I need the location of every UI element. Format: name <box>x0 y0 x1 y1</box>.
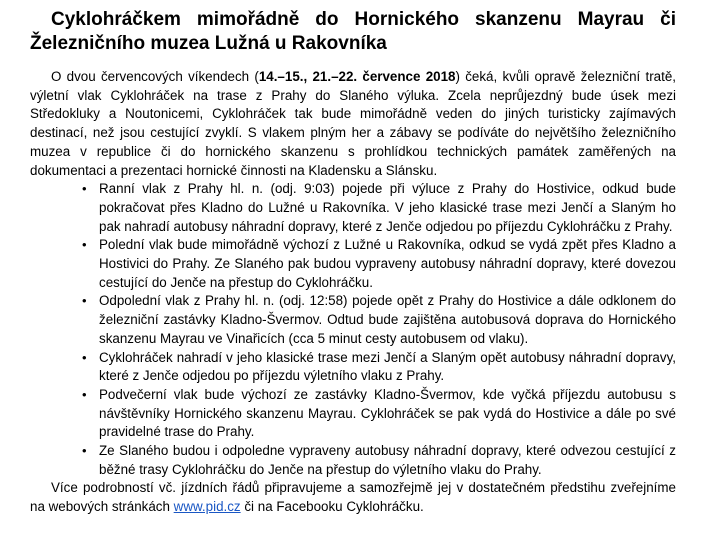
bullet-dot-icon: • <box>82 293 87 309</box>
document-page <box>30 8 676 517</box>
list-item <box>30 236 676 292</box>
list-item-text: Polední vlak bude mimořádně výchozí z Lužné u Rakovníka, odkud se vydá zpět přes Kladno a Hostivici do Prahy. Ze Slaného pak budou vypraveny autobusy náhradní dopravy, které dovezou cestující do Jenče na přestup do Cyklohráčku. <box>99 237 676 290</box>
intro-text-start: O dvou červencových víkendech ( <box>51 69 259 84</box>
list-item <box>30 180 676 236</box>
list-item-text: Ze Slaného budou i odpoledne vypraveny autobusy náhradní dopravy, které odvezou cestující z běžné trasy Cyklohráčku do Jenče na přestup do výletního vlaku do Prahy. <box>99 443 676 477</box>
closing-paragraph <box>30 479 676 516</box>
list-item-text: Podvečerní vlak bude výchozí ze zastávky Kladno-Švermov, kde vyčká příjezdu autobusu s návštěvníky Hornického skanzenu Mayrau. Cyklohráček se pak vydá do Hostivice a dále po své pravidelné trase do Prahy. <box>99 386 676 440</box>
pid-website-link[interactable]: www.pid.cz <box>173 499 241 515</box>
intro-paragraph <box>30 68 676 180</box>
bullet-dot-icon: • <box>82 237 87 253</box>
list-item <box>30 292 676 348</box>
bullet-dot-icon: • <box>82 349 87 365</box>
document-title: Cyklohráčkem mimořádně do Hornického skanzenu Mayrau či Železničního muzea Lužná u Rakovníka <box>30 9 676 54</box>
list-item <box>30 349 676 386</box>
bullet-dot-icon: • <box>82 181 87 197</box>
list-item-text: Odpolední vlak z Prahy hl. n. (odj. 12:58) pojede opět z Prahy do Hostivice a dále odklonem do železniční zastávky Kladno-Švermov. Odtud bude zajištěna autobusová doprava do Hornického skanzenu Mayrau ve Vinařicích (cca 5 minut cesty autobusem od vlaku). <box>99 293 676 346</box>
list-item <box>30 386 676 442</box>
closing-text-start: Více podrobností vč. jízdních řádů připravujeme a samozřejmě jej v dostatečném předstihu zveřejníme na webových stránkách <box>30 480 676 515</box>
list-item-text: Cyklohráček nahradí v jeho klasické trase mezi Jenčí a Slaným opět autobusy náhradní dopravy, které z Jenče odjedou po příjezdu výletního vlaku z Prahy. <box>99 349 676 384</box>
intro-dates: 14.–15., 21.–22. července 2018 <box>258 69 456 84</box>
closing-text-end: či na Facebooku Cyklohráčku. <box>240 499 424 515</box>
list-item-text: Ranní vlak z Prahy hl. n. (odj. 9:03) pojede při výluce z Prahy do Hostivice, odkud bude pokračovat přes Kladno do Lužné u Rakovníka. V jeho klasické trase mezi Jenčí a Slaným ho pak nahradí autobusy náhradní dopravy, které z Jenče odjedou po příjezdu Cyklohráčku z Prahy. <box>99 181 676 234</box>
list-item <box>30 442 676 479</box>
bullet-dot-icon: • <box>82 386 87 402</box>
bullet-dot-icon: • <box>82 443 87 459</box>
bullet-list <box>30 180 676 479</box>
intro-text-end: ) čeká, kvůli opravě železniční tratě, výletní vlak Cyklohráček na trase z Prahy do Slaného výluka. Zcela neprůjezdný bude úsek mezi Středokluky a Noutonicemi, Cyklohráček tak bude mimořádně veden do jiných turisticky zajímavých destinací, než jsou cestující zvyklí. S vlakem plným her a zábavy se podíváte do největšího železničního muzea v republice či do hornického skanzenu s prohlídkou technických památek zaměřených na dokumentaci a prezentaci hornické činnosti na Kladensku a Slánsku. <box>30 69 676 178</box>
